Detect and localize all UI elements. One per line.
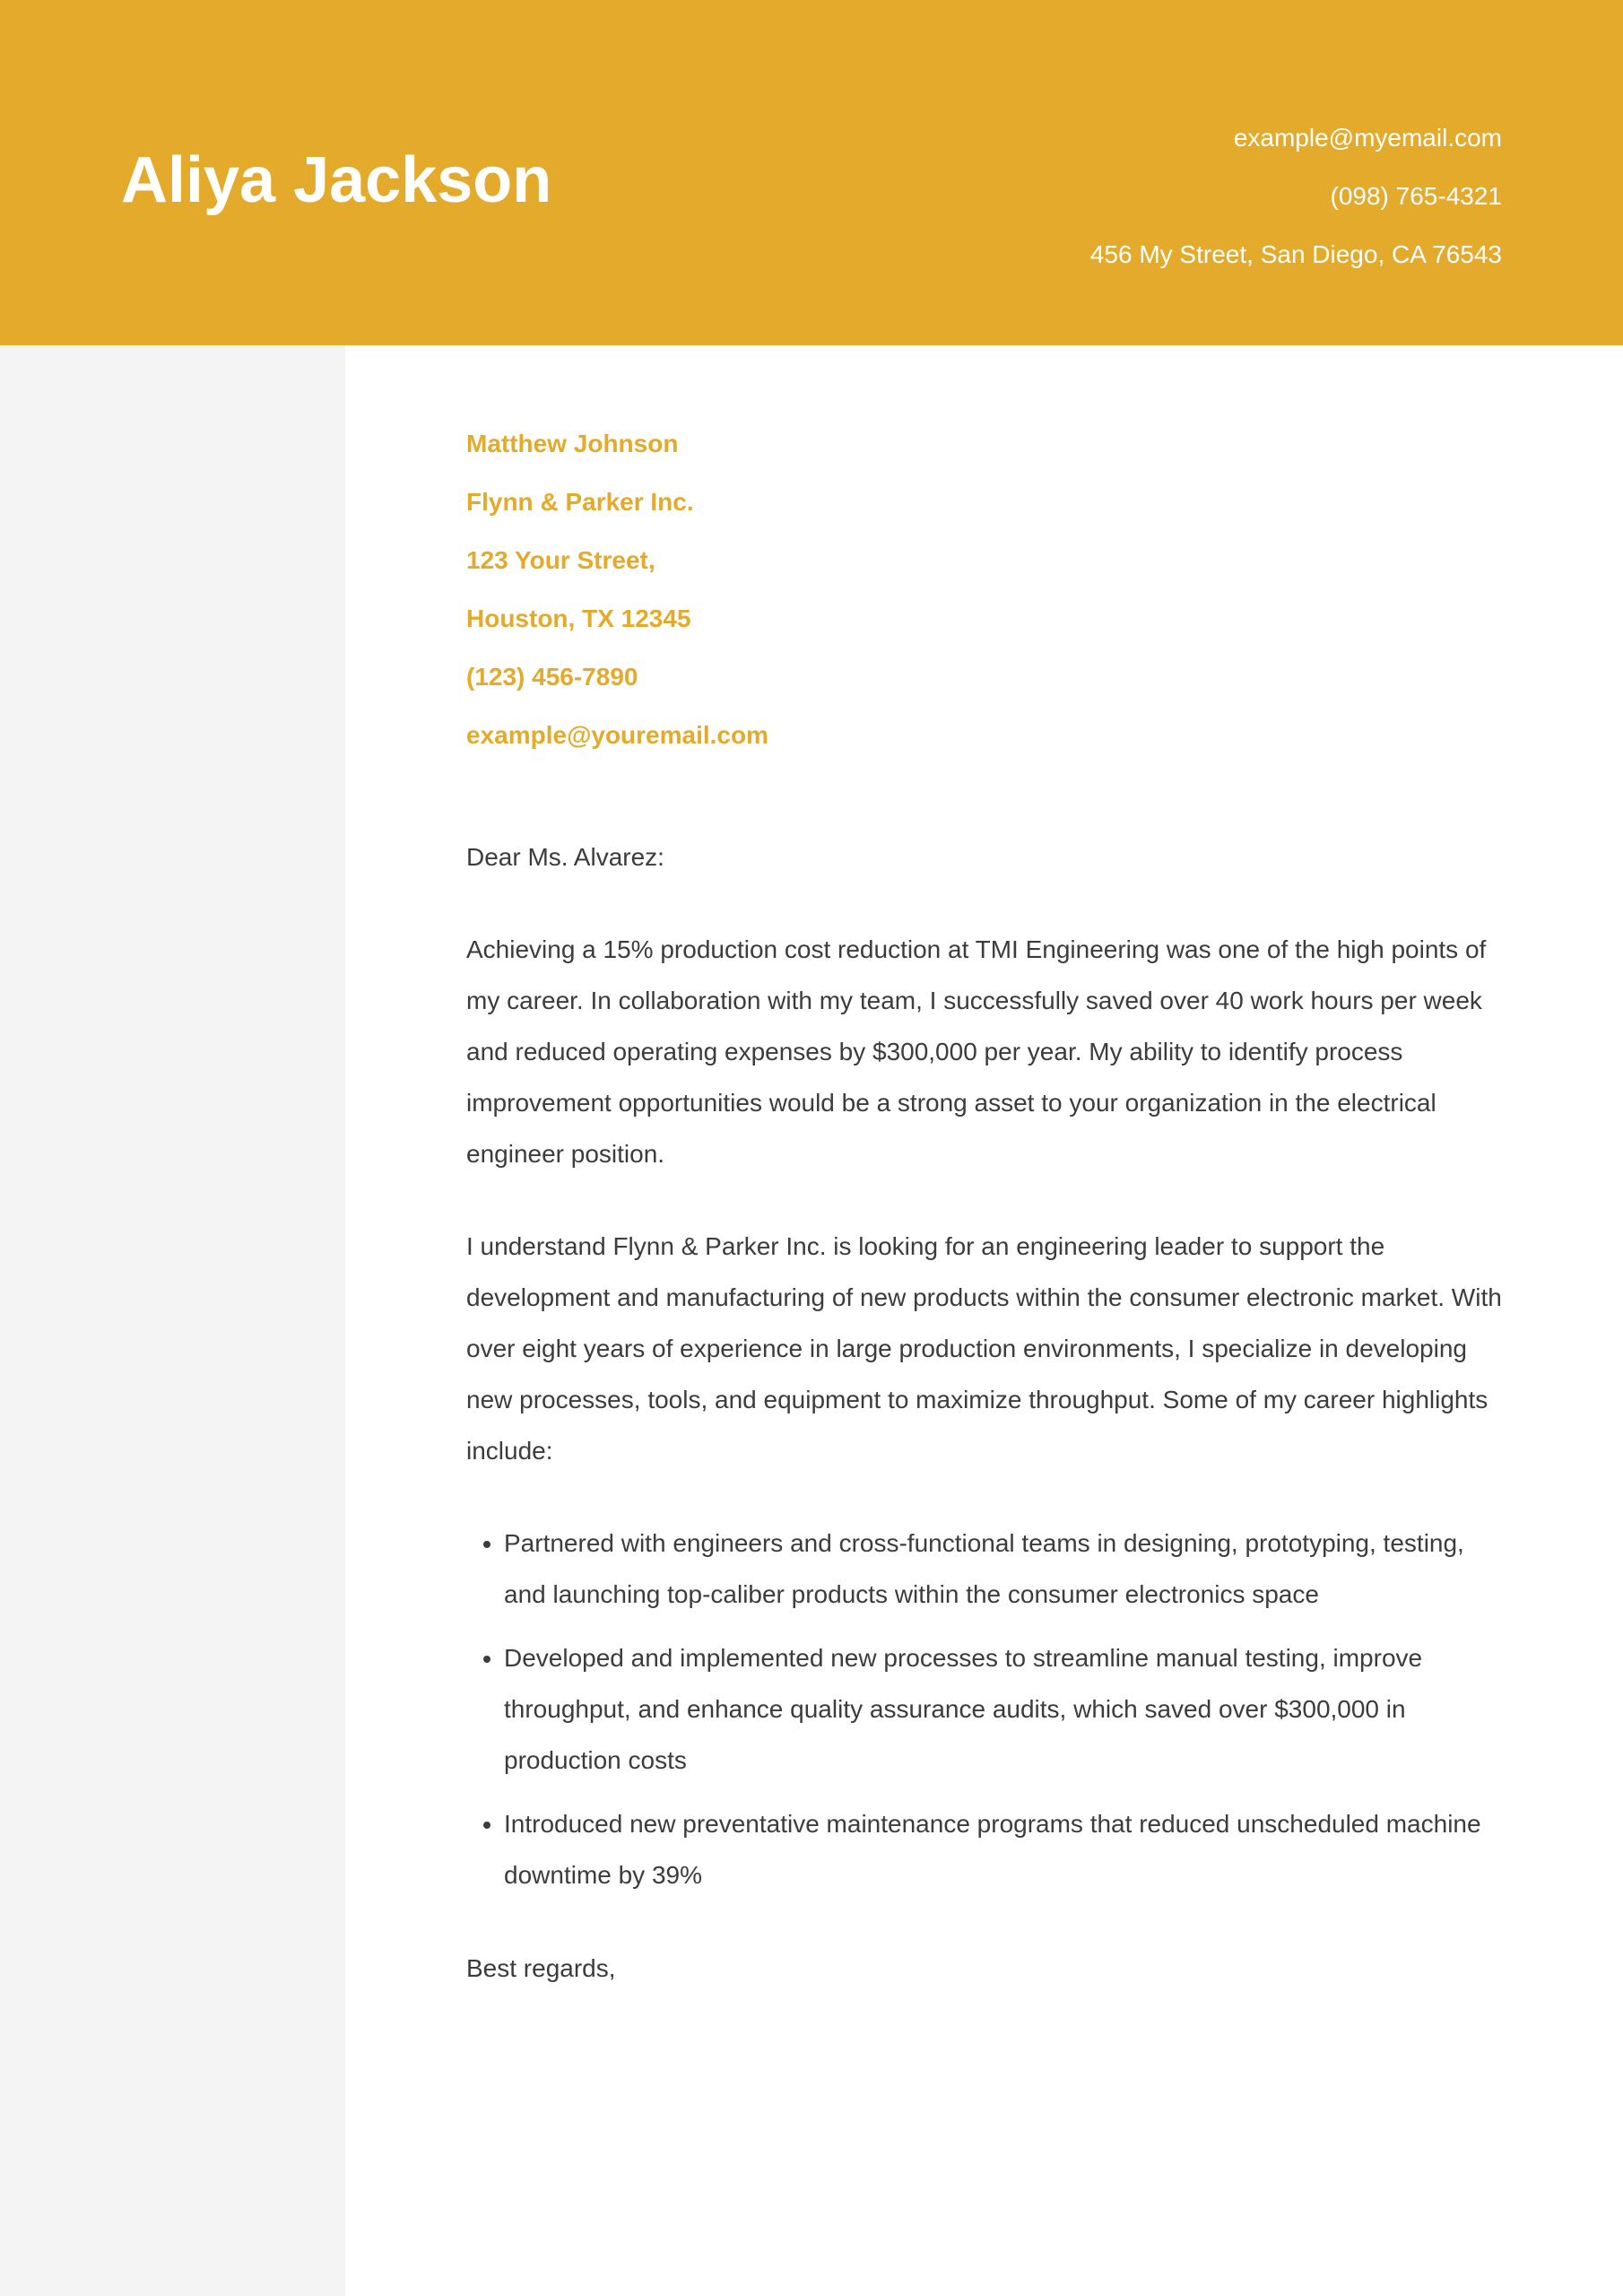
recipient-name: Matthew Johnson xyxy=(466,430,679,457)
list-item: • Partnered with engineers and cross-functional teams in designing, prototyping, testing, and launching top-caliber products within the consumer electronics space xyxy=(504,1518,1502,1620)
salutation: Dear Ms. Alvarez: xyxy=(466,843,664,871)
paragraph-intro: Achieving a 15% production cost reduction at TMI Engineering was one of the high points of my career. In collaboration with my team, I successfully saved over 40 work hours per week and reduced operating expenses by $300,000 per year. My ability to identify process improvement opportunities would be a strong asset to your organization in the electrical engineer position. xyxy=(466,935,1487,1168)
recipient-phone[interactable]: (123) 456-7890 xyxy=(466,663,638,691)
letter-body xyxy=(466,422,1502,1994)
applicant-email[interactable]: example@myemail.com xyxy=(1233,124,1502,152)
recipient-email[interactable]: example@youremail.com xyxy=(466,721,768,749)
list-item: • Introduced new preventative maintenance programs that reduced unscheduled machine downtime by 39% xyxy=(504,1798,1502,1900)
recipient-company: Flynn & Parker Inc. xyxy=(466,488,694,516)
sidebar-panel xyxy=(0,345,345,2296)
recipient-city: Houston, TX 12345 xyxy=(466,604,691,632)
recipient-block xyxy=(466,422,1502,771)
applicant-phone[interactable]: (098) 765-4321 xyxy=(1330,182,1502,210)
career-highlights-list xyxy=(466,1518,1502,1900)
applicant-name: Aliya Jackson xyxy=(121,144,552,216)
closing: Best regards, xyxy=(466,1954,616,1982)
header-banner xyxy=(0,0,1623,345)
applicant-address: 456 My Street, San Diego, CA 76543 xyxy=(1089,240,1502,268)
applicant-contact xyxy=(1090,120,1502,295)
recipient-street: 123 Your Street, xyxy=(466,546,655,574)
paragraph-experience: I understand Flynn & Parker Inc. is looking for an engineering leader to support the development and manufacturing of new products within the consumer electronic market. With over eight years of experience in large production environments, I specialize in developing new processes, tools, and equipment to maximize throughput. Some of my career highlights include: xyxy=(466,1232,1502,1465)
list-item: • Developed and implemented new processes to streamline manual testing, improve throughput, and enhance quality assurance audits, which saved over $300,000 in production costs xyxy=(504,1632,1502,1786)
